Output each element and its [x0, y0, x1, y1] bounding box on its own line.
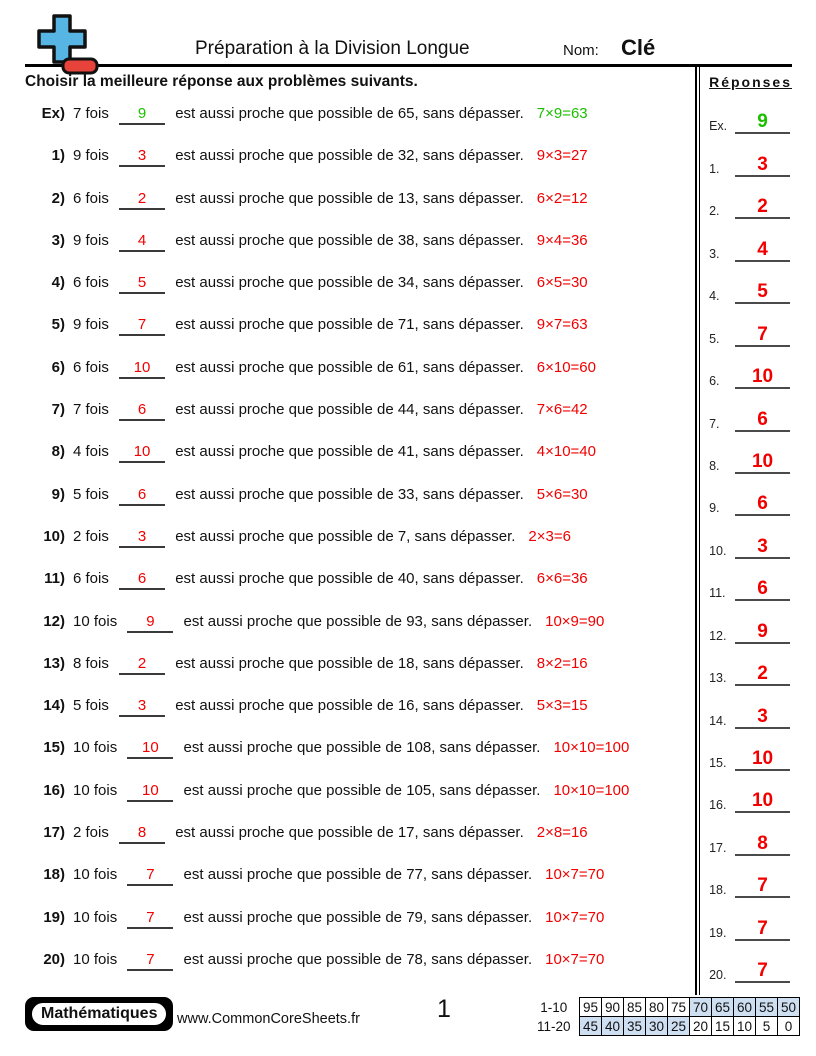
answer-value: 2 — [137, 654, 147, 672]
answer-value: 10 — [142, 781, 159, 799]
problem-text — [73, 400, 588, 421]
problem-text — [73, 358, 596, 379]
equation-text: 10×9=90 — [545, 612, 605, 630]
answer-value: 6 — [137, 485, 147, 503]
score-cell: 70 — [690, 998, 712, 1017]
answer-row — [709, 219, 792, 261]
answer-value: 7 — [146, 950, 155, 968]
score-cell: 40 — [602, 1017, 624, 1036]
problem-number: 5) — [51, 316, 65, 334]
answer-row-value: 10 — [751, 748, 774, 769]
problem-number: 12) — [43, 612, 65, 630]
problem-lead-text: 6 fois — [73, 358, 109, 376]
problem-number: 8) — [51, 443, 65, 461]
problem-lead-text: 8 fois — [73, 654, 109, 672]
problems-column — [25, 67, 699, 995]
problem-rest-text: est aussi proche que possible de 32, sans dépasser. — [175, 147, 524, 165]
equation-text: 10×10=100 — [553, 739, 630, 757]
answer-row-value: 4 — [757, 238, 768, 260]
page-title: Préparation à la Division Longue — [195, 38, 470, 59]
equation-text: 10×10=100 — [553, 781, 630, 799]
answer-row — [709, 92, 792, 134]
problem-text — [73, 189, 588, 210]
equation-text: 10×7=70 — [545, 908, 605, 926]
answers-panel-title: Réponses — [709, 74, 792, 90]
instructions-text: Choisir la meilleure réponse aux problèmes suivants. — [25, 73, 418, 90]
problem-rest-text: est aussi proche que possible de 16, sans dépasser. — [175, 697, 524, 715]
equation-text: 2×8=16 — [536, 824, 588, 842]
problem-row — [25, 273, 699, 315]
problem-row — [25, 231, 699, 273]
problem-lead-text: 10 fois — [73, 950, 118, 968]
score-cell: 85 — [624, 998, 646, 1017]
answer-row — [709, 304, 792, 346]
answer-row — [709, 262, 792, 304]
answer-row-blank — [735, 919, 790, 941]
problem-lead-text: 5 fois — [73, 697, 109, 715]
answer-row-number: 20. — [709, 968, 727, 983]
score-row-label: 11-20 — [536, 1018, 571, 1034]
answer-value: 10 — [133, 443, 151, 461]
answer-row-blank — [735, 197, 790, 219]
answer-blank — [119, 528, 165, 548]
content-area — [25, 67, 792, 995]
problem-lead-text: 6 fois — [73, 570, 109, 588]
answer-blank — [119, 401, 165, 421]
problem-row — [25, 485, 699, 527]
problem-text — [73, 654, 588, 675]
answer-row-blank — [735, 240, 790, 262]
answer-blank — [119, 359, 165, 379]
answer-row-number: 8. — [709, 458, 720, 473]
problem-lead-text: 9 fois — [73, 316, 109, 334]
problem-rest-text: est aussi proche que possible de 40, sans dépasser. — [175, 570, 524, 588]
answer-value: 4 — [137, 231, 147, 249]
score-table-body — [534, 998, 800, 1036]
problem-row — [25, 696, 699, 738]
answer-row-value: 7 — [757, 323, 768, 345]
answer-row — [709, 813, 792, 855]
problem-rest-text: est aussi proche que possible de 78, sans dépasser. — [183, 950, 533, 968]
answer-blank — [127, 739, 173, 759]
problem-rest-text: est aussi proche que possible de 61, sans dépasser. — [175, 358, 524, 376]
answer-row-value: 3 — [757, 153, 768, 175]
answer-row — [709, 432, 792, 474]
answer-row-number: 12. — [709, 628, 727, 643]
answer-row — [709, 898, 792, 940]
problem-row — [25, 569, 699, 611]
score-cell: 30 — [646, 1017, 668, 1036]
answer-blank — [119, 443, 165, 463]
score-cell: 65 — [712, 998, 734, 1017]
answer-blank — [119, 147, 165, 167]
score-row — [534, 998, 800, 1017]
problem-row — [25, 612, 699, 654]
problem-rest-text: est aussi proche que possible de 65, sans dépasser. — [175, 105, 524, 122]
answer-row-value: 10 — [751, 450, 774, 472]
equation-text: 7×6=42 — [536, 401, 588, 419]
score-cell: 55 — [756, 998, 778, 1017]
answer-row-blank — [735, 749, 790, 771]
answer-row — [709, 771, 792, 813]
problem-rest-text: est aussi proche que possible de 7, sans dépasser. — [175, 527, 516, 545]
problems-list — [25, 104, 699, 992]
problem-lead-text: 9 fois — [73, 147, 109, 165]
problem-number: 10) — [43, 527, 65, 545]
answer-row-blank — [735, 282, 790, 304]
answer-blank — [127, 613, 173, 633]
answer-row-value: 9 — [757, 620, 768, 642]
score-cell: 60 — [734, 998, 756, 1017]
answer-blank — [119, 316, 165, 336]
problem-number: 4) — [51, 274, 65, 292]
score-row — [534, 1017, 800, 1036]
equation-text: 8×2=16 — [536, 654, 588, 672]
equation-text: 9×3=27 — [536, 147, 588, 165]
answer-row-number: 18. — [709, 883, 727, 898]
answer-row — [709, 729, 792, 771]
problem-rest-text: est aussi proche que possible de 105, sans dépasser. — [183, 781, 541, 799]
problem-text — [73, 527, 571, 548]
answer-value: 3 — [137, 527, 147, 545]
problem-rest-text: est aussi proche que possible de 77, sans dépasser. — [183, 866, 533, 884]
answer-row — [709, 474, 792, 516]
problem-number: 13) — [43, 654, 65, 672]
answer-value: 7 — [146, 866, 155, 884]
equation-text: 2×3=6 — [528, 527, 571, 545]
score-cell: 50 — [778, 998, 800, 1017]
problem-row — [25, 738, 699, 780]
answer-row-blank — [735, 367, 790, 389]
score-cell: 80 — [646, 998, 668, 1017]
answer-row — [709, 389, 792, 431]
problem-text — [73, 485, 588, 506]
score-cell: 15 — [712, 1017, 734, 1036]
answers-panel — [699, 67, 792, 995]
problem-lead-text: 2 fois — [73, 824, 109, 842]
answer-row-value: 6 — [757, 408, 768, 430]
answer-blank — [119, 232, 165, 252]
answer-row-number: 5. — [709, 331, 720, 346]
equation-text: 7×9=63 — [536, 105, 588, 122]
answer-row — [709, 856, 792, 898]
problem-text — [73, 696, 588, 717]
problem-row — [25, 400, 699, 442]
answer-row-number: 10. — [709, 543, 727, 558]
answer-row-number: Ex. — [709, 119, 728, 134]
answer-row-number: 11. — [709, 586, 726, 601]
answer-blank — [119, 824, 165, 844]
name-label: Nom: — [563, 42, 599, 59]
answers-list — [709, 92, 792, 983]
problem-number: 20) — [43, 950, 65, 968]
answer-value: 8 — [137, 824, 147, 842]
answer-row-blank — [735, 791, 790, 813]
problem-text — [73, 442, 596, 463]
problem-number: 17) — [43, 824, 65, 842]
problem-row — [25, 950, 699, 992]
problem-lead-text: 6 fois — [73, 274, 109, 292]
answer-row — [709, 134, 792, 176]
answer-row-value: 7 — [757, 917, 768, 939]
problem-row — [25, 865, 699, 907]
problem-text — [73, 781, 629, 802]
subject-badge — [25, 997, 173, 1031]
score-cell: 25 — [668, 1017, 690, 1036]
problem-row — [25, 442, 699, 484]
answer-row-value: 8 — [757, 832, 768, 854]
problem-text — [73, 315, 588, 336]
problem-lead-text: 10 fois — [73, 781, 118, 799]
answer-row-value: 9 — [757, 111, 768, 133]
answer-row-value: 5 — [757, 281, 768, 303]
problem-row — [25, 189, 699, 231]
problem-number: 3) — [51, 231, 65, 249]
score-cell: 20 — [690, 1017, 712, 1036]
answer-row — [709, 177, 792, 219]
problem-lead-text: 10 fois — [73, 908, 118, 926]
score-cell: 5 — [756, 1017, 778, 1036]
problem-number: 6) — [51, 358, 65, 376]
answer-row-number: 9. — [709, 501, 720, 516]
answer-value: 7 — [137, 316, 147, 334]
equation-text: 5×3=15 — [536, 697, 588, 715]
answer-row-blank — [735, 410, 790, 432]
problem-text — [73, 865, 604, 886]
answer-row-value: 3 — [757, 535, 768, 557]
answer-blank — [119, 655, 165, 675]
score-cell: 90 — [602, 998, 624, 1017]
answer-row-value: 10 — [751, 790, 774, 812]
answer-row-blank — [735, 325, 790, 347]
answer-row — [709, 644, 792, 686]
problem-text — [73, 146, 588, 167]
problem-lead-text: 7 fois — [73, 401, 109, 419]
problem-lead-text: 10 fois — [73, 612, 118, 630]
score-cell: 10 — [734, 1017, 756, 1036]
answer-row-number: 3. — [709, 246, 720, 261]
score-cell: 0 — [778, 1017, 800, 1036]
problem-row — [25, 315, 699, 357]
score-cell: 95 — [580, 998, 602, 1017]
problem-rest-text: est aussi proche que possible de 38, sans dépasser. — [175, 231, 524, 249]
answer-row-number: 4. — [709, 289, 720, 304]
answer-value: 6 — [137, 401, 147, 419]
answer-row-blank — [735, 876, 790, 898]
answer-row-value: 7 — [757, 960, 768, 982]
equation-text: 10×7=70 — [545, 866, 605, 884]
answer-row-value: 6 — [757, 578, 768, 600]
answer-value: 3 — [137, 147, 147, 165]
page-footer — [25, 995, 800, 1039]
problem-rest-text: est aussi proche que possible de 44, sans dépasser. — [175, 401, 524, 419]
problem-lead-text: 10 fois — [73, 739, 118, 757]
problem-rest-text: est aussi proche que possible de 17, sans dépasser. — [175, 824, 524, 842]
answer-blank — [127, 866, 173, 886]
answer-blank — [119, 570, 165, 590]
answer-row — [709, 559, 792, 601]
problem-lead-text: 10 fois — [73, 866, 118, 884]
answer-value: 7 — [146, 908, 155, 926]
problem-lead-text: 5 fois — [73, 485, 109, 503]
problem-number: 19) — [43, 908, 65, 926]
equation-text: 6×6=36 — [536, 570, 588, 588]
answer-value: 10 — [133, 358, 151, 376]
answer-value: 5 — [137, 274, 147, 292]
answer-value: 9 — [146, 612, 155, 630]
answer-row-number: 16. — [709, 798, 727, 813]
problem-number: 2) — [51, 189, 65, 207]
subject-badge-label: Mathématiques — [30, 1001, 168, 1027]
equation-text: 6×5=30 — [536, 274, 588, 292]
equation-text: 5×6=30 — [536, 485, 588, 503]
answer-blank — [119, 105, 165, 125]
problem-row — [25, 781, 699, 823]
site-url: www.CommonCoreSheets.fr — [177, 1011, 360, 1027]
problem-rest-text: est aussi proche que possible de 41, sans dépasser. — [175, 443, 524, 461]
answer-row-number: 1. — [709, 161, 720, 176]
problem-lead-text: 6 fois — [73, 189, 109, 207]
problem-row — [25, 654, 699, 696]
problem-number: 9) — [51, 485, 65, 503]
answer-blank — [127, 951, 173, 971]
answer-blank — [119, 190, 165, 210]
answer-row-blank — [735, 155, 790, 177]
problem-rest-text: est aussi proche que possible de 18, sans dépasser. — [175, 654, 524, 672]
problem-number: 18) — [43, 866, 65, 884]
answer-value: 3 — [137, 697, 147, 715]
answer-row-blank — [735, 707, 790, 729]
score-table — [534, 997, 801, 1036]
score-cell: 75 — [668, 998, 690, 1017]
answer-row-blank — [735, 537, 790, 559]
equation-text: 9×4=36 — [536, 231, 588, 249]
answer-row — [709, 516, 792, 558]
page-number: 1 — [437, 995, 451, 1023]
problem-rest-text: est aussi proche que possible de 93, sans dépasser. — [183, 612, 533, 630]
answer-row-value: 10 — [751, 366, 774, 388]
score-cell: 35 — [624, 1017, 646, 1036]
answer-row-blank — [735, 961, 790, 983]
answer-row-value: 2 — [757, 196, 768, 218]
answer-row-blank — [735, 494, 790, 516]
problem-text — [73, 823, 588, 844]
problem-row — [25, 358, 699, 400]
answer-blank — [119, 697, 165, 717]
answer-blank — [119, 274, 165, 294]
answer-row — [709, 601, 792, 643]
problem-row — [25, 146, 699, 188]
answer-row-number: 17. — [709, 840, 727, 855]
answer-row-number: 13. — [709, 671, 727, 686]
answer-row-blank — [735, 622, 790, 644]
answer-row-blank — [735, 112, 790, 134]
problem-text — [73, 738, 629, 759]
answer-row — [709, 347, 792, 389]
score-row-label: 1-10 — [540, 999, 568, 1015]
problem-text — [73, 569, 588, 590]
answer-blank — [119, 486, 165, 506]
equation-text: 4×10=40 — [536, 443, 596, 461]
answer-row-value: 3 — [757, 705, 768, 727]
problem-rest-text: est aussi proche que possible de 108, sans dépasser. — [183, 739, 541, 757]
score-cell: 45 — [580, 1017, 602, 1036]
answer-row-blank — [735, 579, 790, 601]
answer-value: 10 — [142, 739, 159, 757]
answer-blank — [127, 909, 173, 929]
name-value-answer-key: Clé — [621, 35, 656, 60]
equation-text: 6×2=12 — [536, 189, 588, 207]
page-header — [25, 0, 792, 67]
equation-text: 10×7=70 — [545, 950, 605, 968]
problem-text — [73, 231, 588, 252]
answer-row — [709, 941, 792, 983]
problem-number: 1) — [51, 147, 65, 165]
problem-rest-text: est aussi proche que possible de 33, sans dépasser. — [175, 485, 524, 503]
problem-row — [25, 104, 699, 146]
problem-number: 16) — [43, 781, 65, 799]
problem-text — [73, 908, 604, 929]
answer-row — [709, 686, 792, 728]
answer-value: 2 — [137, 189, 147, 207]
problem-lead-text: 2 fois — [73, 527, 109, 545]
problem-number: 15) — [43, 739, 65, 757]
problem-number: 14) — [43, 697, 65, 715]
problem-text — [73, 950, 604, 971]
problem-rest-text: est aussi proche que possible de 79, sans dépasser. — [183, 908, 533, 926]
problem-rest-text: est aussi proche que possible de 34, sans dépasser. — [175, 274, 524, 292]
answer-row-blank — [735, 452, 790, 474]
answer-row-number: 6. — [709, 374, 720, 389]
problem-lead-text: 7 fois — [73, 105, 109, 122]
answer-row-blank — [735, 834, 790, 856]
problem-row — [25, 527, 699, 569]
answer-row-blank — [735, 664, 790, 686]
answer-value: 9 — [137, 105, 147, 122]
equation-text: 9×7=63 — [536, 316, 588, 334]
problem-text — [73, 104, 588, 125]
problem-number: 11) — [44, 570, 65, 588]
problem-row — [25, 908, 699, 950]
answer-row-number: 14. — [709, 713, 727, 728]
problem-rest-text: est aussi proche que possible de 13, sans dépasser. — [175, 189, 524, 207]
problem-text — [73, 273, 588, 294]
problem-row — [25, 823, 699, 865]
problem-lead-text: 4 fois — [73, 443, 109, 461]
answer-row-number: 19. — [709, 925, 727, 940]
problem-number: 7) — [51, 401, 65, 419]
problem-lead-text: 9 fois — [73, 231, 109, 249]
problem-number: Ex) — [41, 105, 65, 122]
answer-row-number: 2. — [709, 204, 720, 219]
answer-row-value: 7 — [757, 875, 768, 897]
answer-row-number: 7. — [709, 416, 720, 431]
answer-row-value: 6 — [757, 493, 768, 515]
answer-row-number: 15. — [709, 756, 727, 770]
answer-blank — [127, 782, 173, 802]
answer-value: 6 — [137, 570, 147, 588]
problem-rest-text: est aussi proche que possible de 71, sans dépasser. — [175, 316, 524, 334]
answer-row-value: 2 — [757, 663, 768, 685]
problem-text — [73, 612, 604, 633]
equation-text: 6×10=60 — [536, 358, 596, 376]
